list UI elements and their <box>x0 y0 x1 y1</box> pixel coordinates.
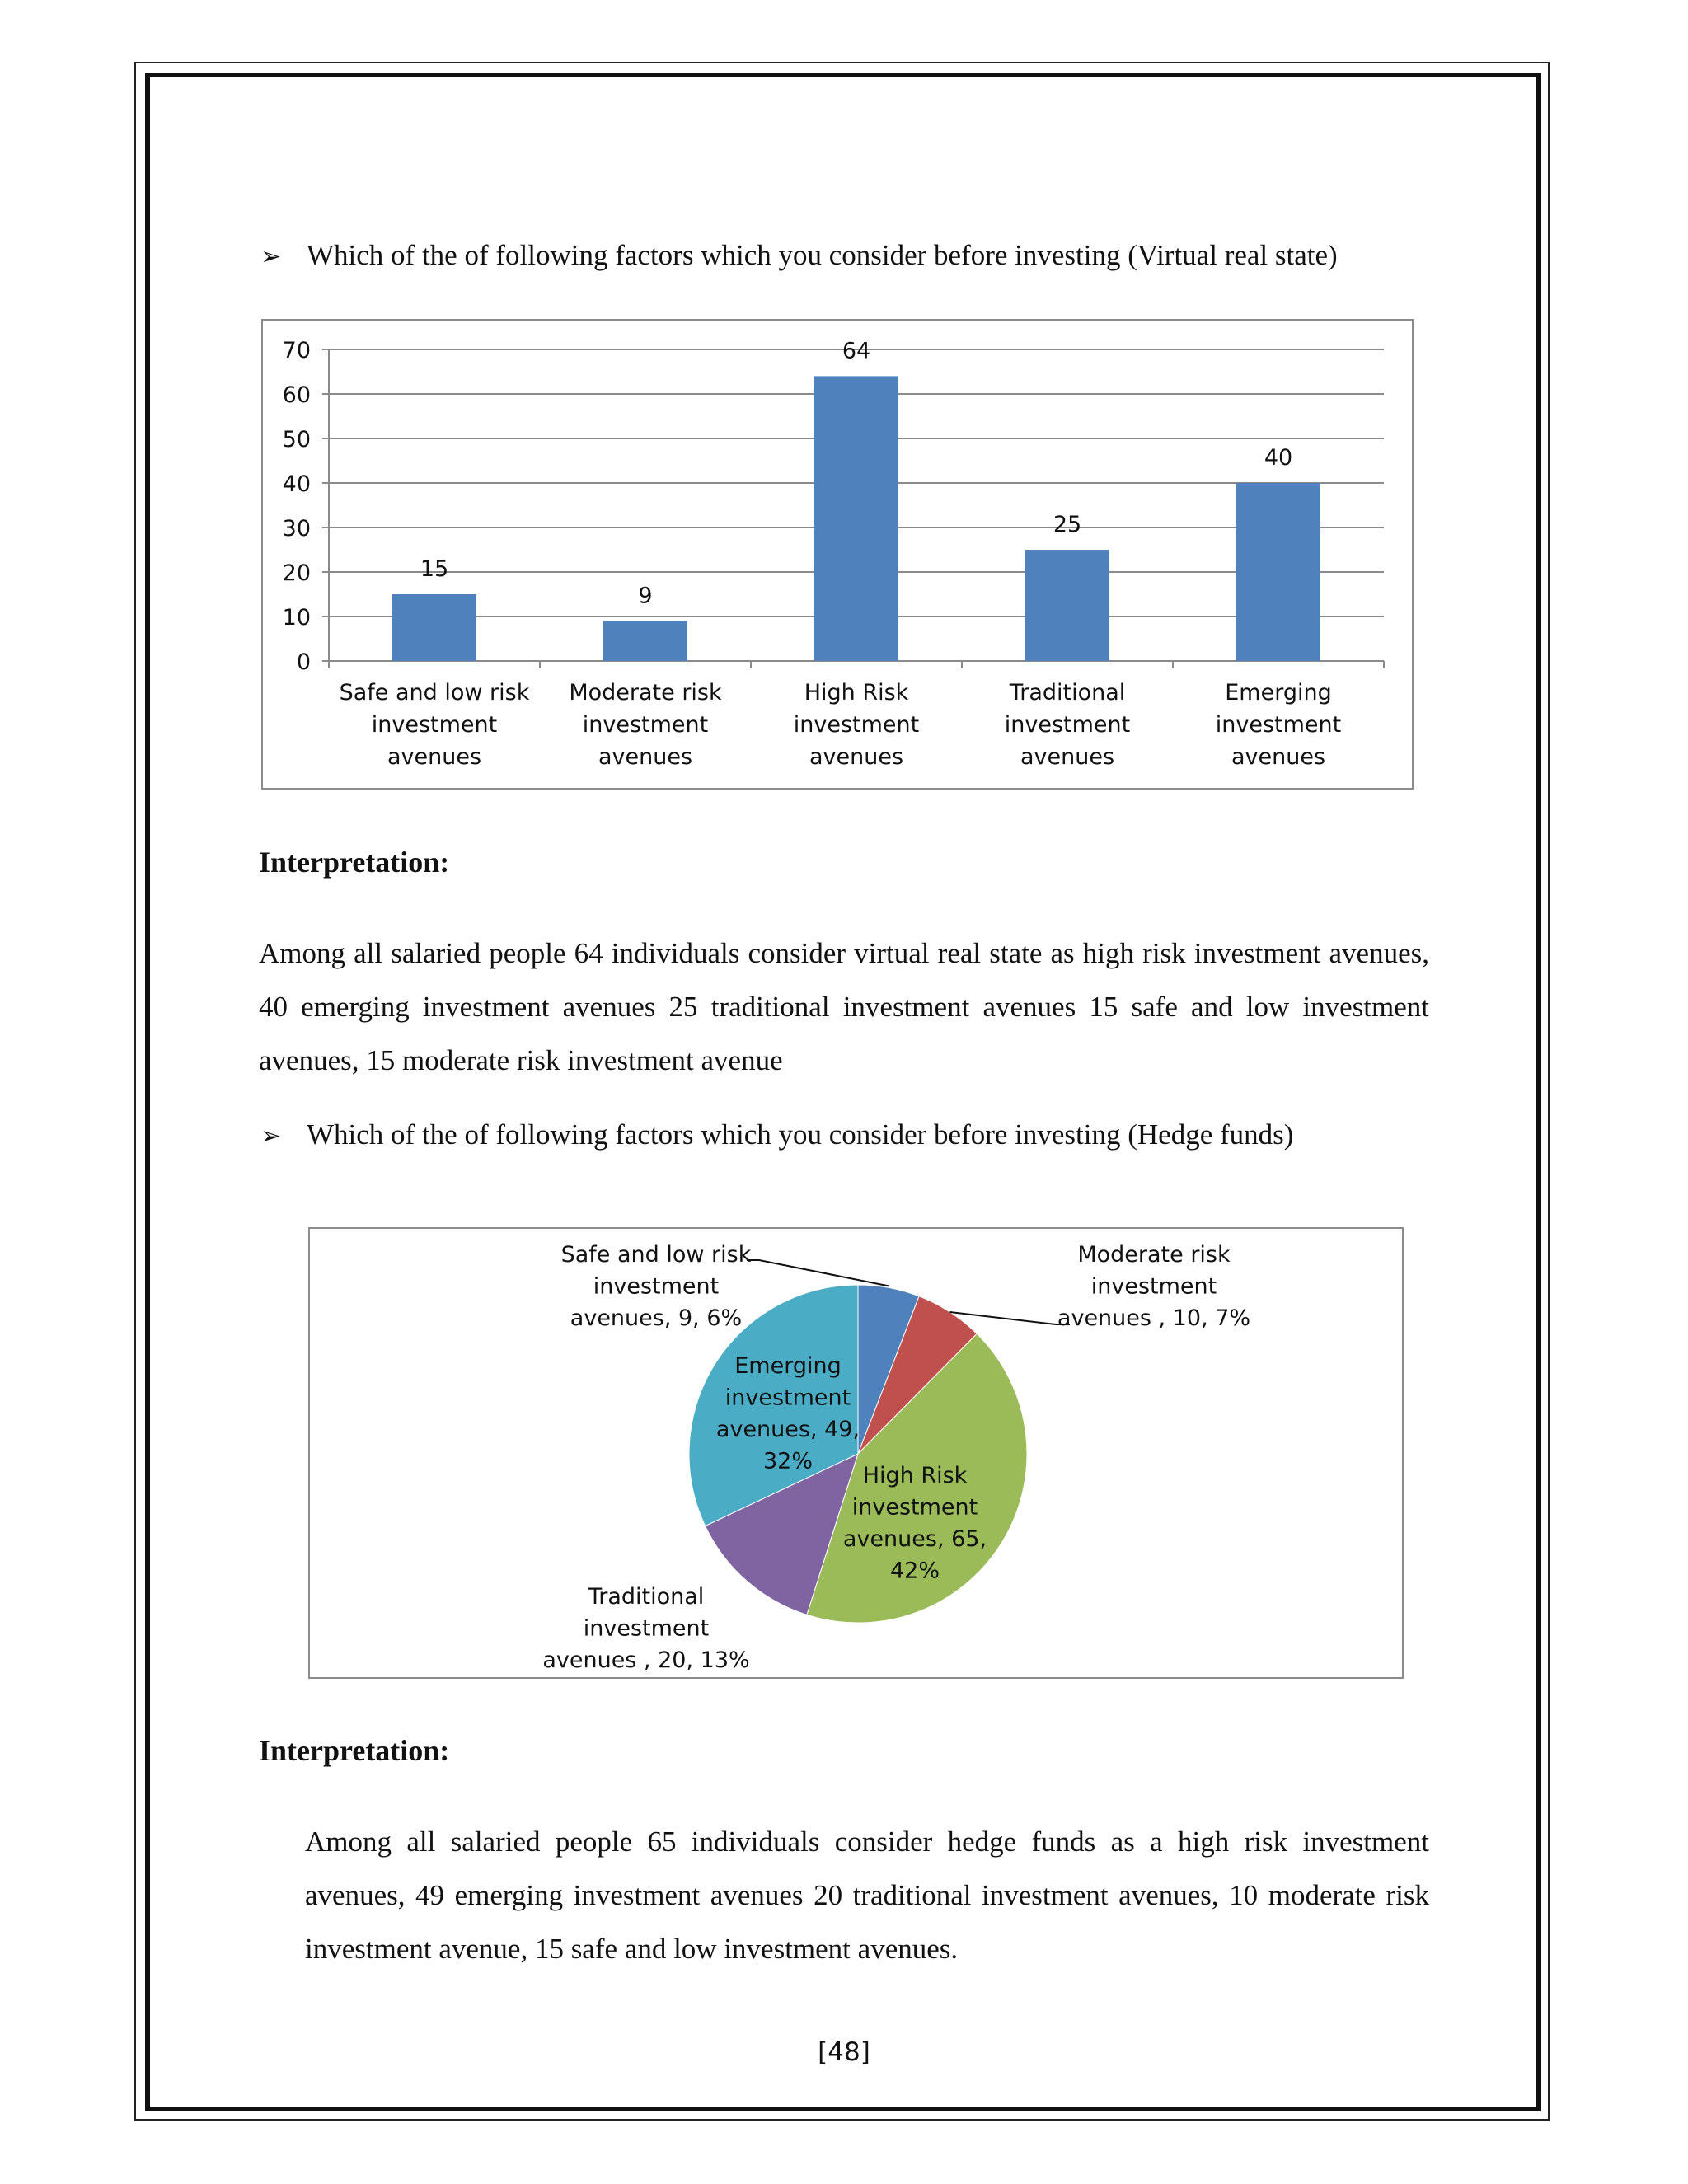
bar-1 <box>603 621 687 661</box>
bar-data-label-1: 9 <box>638 583 653 609</box>
arrow-bullet-icon: ➢ <box>260 243 282 270</box>
bar-chart <box>263 321 1412 788</box>
pie-label-1: Moderate risk investment avenues , 10, 7% <box>1057 1242 1251 1331</box>
bar-data-label-4: 40 <box>1264 445 1293 471</box>
question-1-text: Which of the of following factors which you consider before investing (Virtual real state) <box>307 239 1338 271</box>
x-category-label-4: Emerging investment avenues <box>1215 680 1342 770</box>
pie-label-2: High Risk investment avenues, 65, 42% <box>842 1463 987 1584</box>
y-tick-label-50: 50 <box>282 427 311 452</box>
pie-chart <box>310 1229 1402 1677</box>
pie-label-0: Safe and low risk investment avenues, 9, 6% <box>560 1242 752 1331</box>
interpretation-2-heading: Interpretation: <box>259 1734 450 1767</box>
y-tick-label-10: 10 <box>282 605 311 630</box>
leader-line-0 <box>747 1260 889 1286</box>
y-tick-label-60: 60 <box>282 382 311 408</box>
question-2 <box>260 1118 1293 1151</box>
bar-data-label-0: 15 <box>420 556 449 582</box>
leader-line-1 <box>950 1312 1070 1324</box>
x-category-label-3: Traditional investment avenues <box>1004 680 1131 770</box>
x-category-label-2: High Risk investment avenues <box>793 680 920 770</box>
pie-chart-box <box>308 1227 1404 1679</box>
bar-4 <box>1236 483 1320 661</box>
bar-3 <box>1025 550 1109 661</box>
interpretation-1-heading: Interpretation: <box>259 846 450 879</box>
x-category-label-0: Safe and low risk investment avenues <box>339 680 530 770</box>
question-1 <box>260 239 1338 272</box>
y-tick-label-70: 70 <box>282 338 311 363</box>
y-tick-label-30: 30 <box>282 516 311 541</box>
pie-label-4: Emerging investment avenues, 49, 32% <box>715 1353 860 1474</box>
y-tick-label-0: 0 <box>296 649 311 675</box>
question-2-text: Which of the of following factors which you consider before investing (Hedge funds) <box>307 1118 1294 1151</box>
y-tick-label-20: 20 <box>282 560 311 586</box>
pie-label-3: Traditional investment avenues , 20, 13% <box>542 1584 750 1673</box>
interpretation-1-text: Among all salaried people 64 individuals consider virtual real state as high risk investment avenues, 40 emerging investment avenues 25 traditional investment avenues 15 safe and low investment avenues, 15 moderate risk investment avenue <box>259 937 1429 1076</box>
bar-2 <box>814 376 898 661</box>
arrow-bullet-icon: ➢ <box>260 1122 282 1150</box>
y-tick-label-40: 40 <box>282 471 311 497</box>
page-number: [48] <box>818 2037 870 2067</box>
bar-data-label-2: 64 <box>842 338 871 364</box>
bar-0 <box>392 594 476 661</box>
bar-chart-box <box>261 319 1414 790</box>
interpretation-2-text: Among all salaried people 65 individuals consider hedge funds as a high risk investment avenues, 49 emerging investment avenues 20 traditional investment avenues, 10 moderate risk investment avenue, 15 safe and low investment avenues. <box>305 1825 1429 1965</box>
x-category-label-1: Moderate risk investment avenues <box>569 680 722 770</box>
bar-data-label-3: 25 <box>1053 512 1082 537</box>
